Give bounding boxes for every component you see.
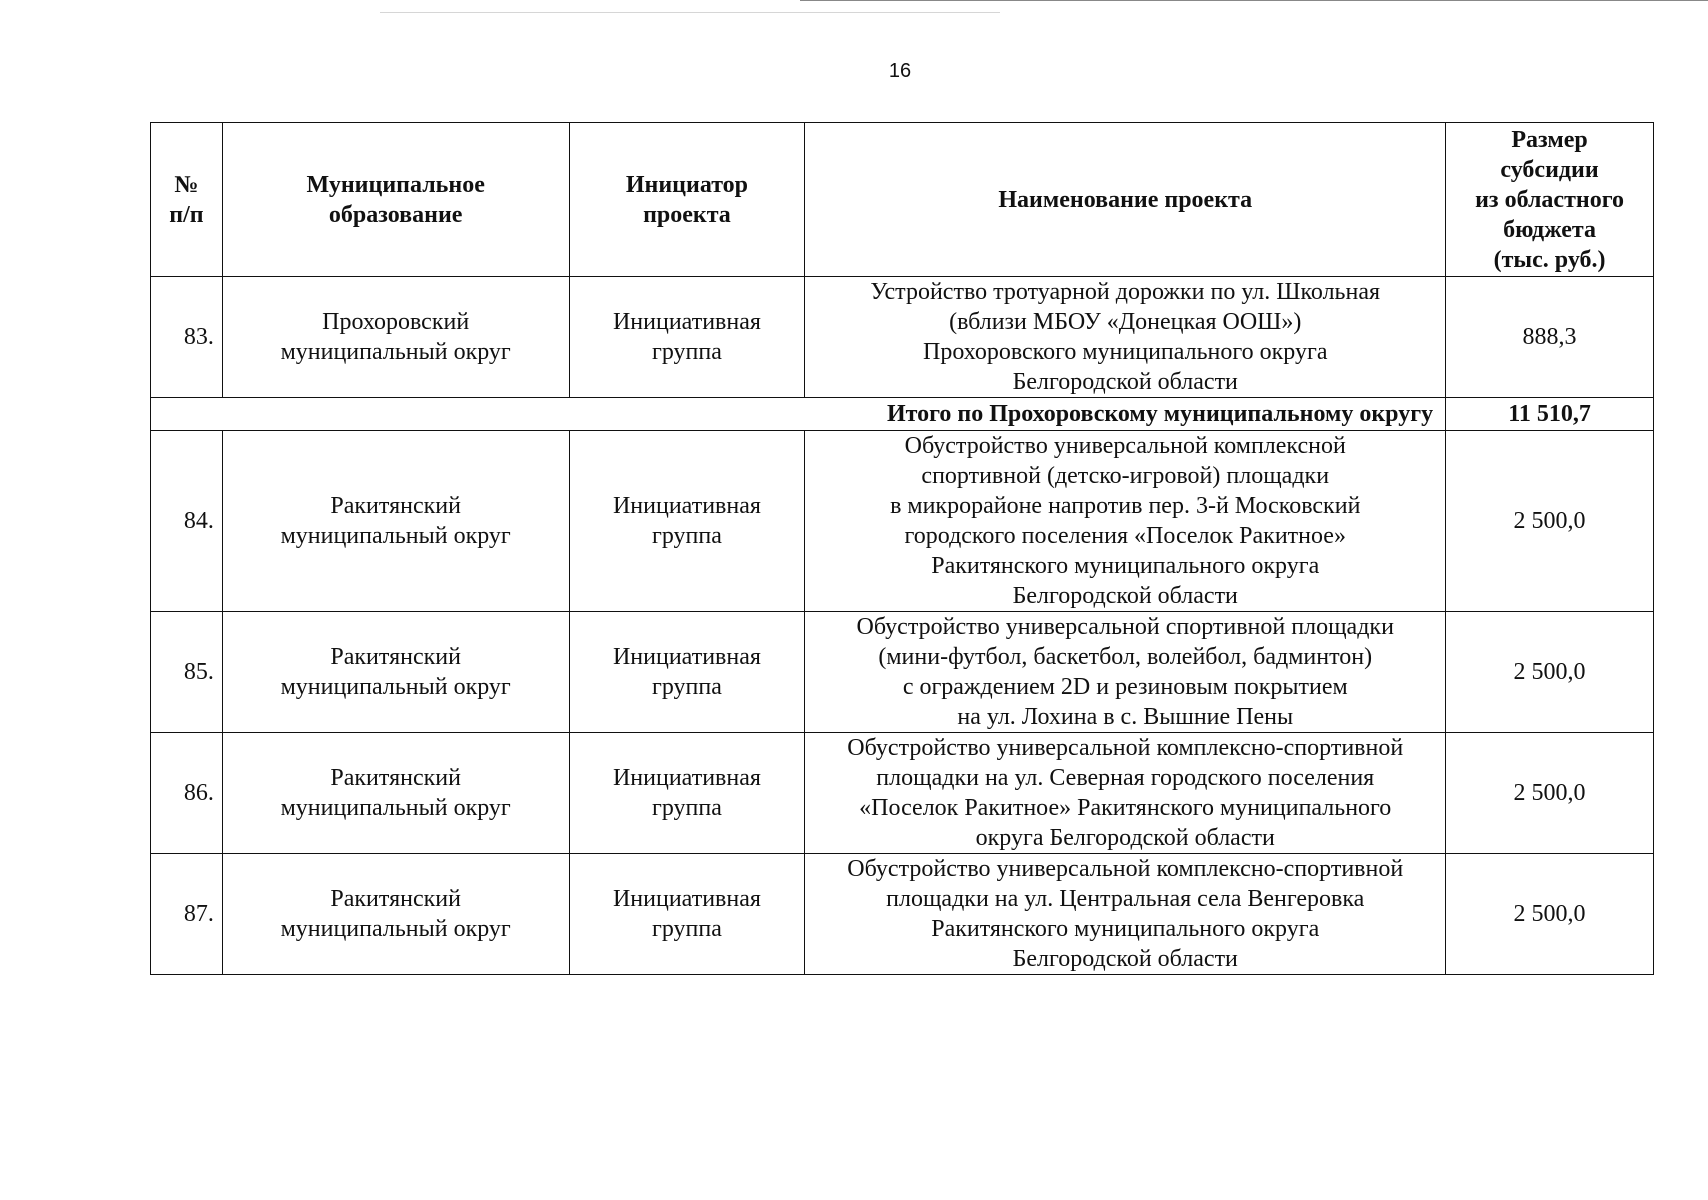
cell-line: Ракитянского муниципального округа	[931, 916, 1320, 942]
row-municipality	[222, 854, 569, 975]
scan-edge-line	[800, 0, 1708, 1]
cell-line: (вблизи МБОУ «Донецкая ООШ»)	[949, 309, 1302, 335]
row-project	[805, 733, 1446, 854]
row-municipality	[222, 277, 569, 398]
header-subsidy	[1446, 123, 1654, 277]
cell-line: Белгородской области	[1012, 946, 1238, 972]
cell-line: округа Белгородской области	[975, 825, 1275, 851]
header-initiator	[569, 123, 805, 277]
cell-line: Инициативная	[612, 644, 761, 670]
cell-line: муниципальный округ	[280, 795, 511, 821]
cell-line: Белгородской области	[1012, 583, 1238, 609]
header-text-line: №	[174, 171, 199, 198]
cell-line: Инициативная	[612, 886, 761, 912]
row-number: 85.	[151, 612, 223, 733]
cell-line: группа	[652, 795, 722, 821]
table-row	[151, 431, 1654, 612]
table-row	[151, 733, 1654, 854]
cell-line: Обустройство универсальной спортивной площадки	[856, 614, 1394, 640]
cell-line: Белгородской области	[1012, 369, 1238, 395]
table-header-row	[151, 123, 1654, 277]
total-row	[151, 398, 1654, 431]
row-municipality	[222, 612, 569, 733]
cell-line: на ул. Лохина в с. Вышние Пены	[957, 704, 1294, 730]
cell-line: Прохоровского муниципального округа	[923, 339, 1328, 365]
cell-line: муниципальный округ	[280, 674, 511, 700]
row-subsidy: 2 500,0	[1446, 854, 1654, 975]
header-text-line: бюджета	[1503, 216, 1597, 243]
cell-line: Инициативная	[612, 309, 761, 335]
cell-line: (мини-футбол, баскетбол, волейбол, бадминтон)	[878, 644, 1373, 670]
header-text-line: Муниципальное	[306, 171, 485, 198]
cell-line: Устройство тротуарной дорожки по ул. Школьная	[870, 279, 1381, 305]
table-row	[151, 612, 1654, 733]
scan-artifact-line	[380, 12, 1000, 13]
header-text-line: Размер	[1511, 126, 1588, 153]
header-text-line: (тыс. руб.)	[1493, 246, 1606, 273]
header-text-line: из областного	[1475, 186, 1625, 213]
cell-line: в микрорайоне напротив пер. 3-й Московский	[890, 493, 1361, 519]
row-subsidy: 2 500,0	[1446, 733, 1654, 854]
cell-line: Обустройство универсальной комплексно-спортивной	[847, 735, 1404, 761]
header-text-line: проекта	[643, 201, 731, 228]
cell-line: муниципальный округ	[280, 916, 511, 942]
row-number: 84.	[151, 431, 223, 612]
cell-line: спортивной (детско-игровой) площадки	[921, 463, 1330, 489]
cell-line: «Поселок Ракитное» Ракитянского муниципального	[859, 795, 1392, 821]
row-project	[805, 431, 1446, 612]
cell-line: с ограждением 2D и резиновым покрытием	[902, 674, 1348, 700]
cell-line: Ракитянский	[330, 644, 461, 670]
cell-line: группа	[652, 916, 722, 942]
row-number: 83.	[151, 277, 223, 398]
row-initiator	[569, 431, 805, 612]
row-project	[805, 612, 1446, 733]
row-number: 86.	[151, 733, 223, 854]
cell-line: муниципальный округ	[280, 339, 511, 365]
cell-line: группа	[652, 523, 722, 549]
table-row	[151, 277, 1654, 398]
header-text-line: Наименование проекта	[998, 186, 1253, 213]
total-label: Итого по Прохоровскому муниципальному округу	[151, 398, 1446, 431]
cell-line: городского поселения «Поселок Ракитное»	[904, 523, 1346, 549]
header-municipality	[222, 123, 569, 277]
cell-line: Ракитянского муниципального округа	[931, 553, 1320, 579]
cell-line: муниципальный округ	[280, 523, 511, 549]
cell-line: Прохоровский	[322, 309, 470, 335]
header-project	[805, 123, 1446, 277]
total-value: 11 510,7	[1446, 398, 1654, 431]
row-initiator	[569, 854, 805, 975]
header-text-line: Инициатор	[625, 171, 749, 198]
header-text-line: образование	[328, 201, 463, 228]
cell-line: Инициативная	[612, 765, 761, 791]
row-subsidy: 2 500,0	[1446, 431, 1654, 612]
row-subsidy: 888,3	[1446, 277, 1654, 398]
cell-line: группа	[652, 339, 722, 365]
header-num	[151, 123, 223, 277]
subsidy-table	[150, 122, 1654, 975]
row-initiator	[569, 612, 805, 733]
header-text-line: п/п	[169, 201, 204, 228]
page-number: 16	[888, 60, 912, 82]
cell-line: группа	[652, 674, 722, 700]
cell-line: площадки на ул. Центральная села Венгеровка	[886, 886, 1365, 912]
row-number: 87.	[151, 854, 223, 975]
row-initiator	[569, 277, 805, 398]
cell-line: Инициативная	[612, 493, 761, 519]
row-subsidy: 2 500,0	[1446, 612, 1654, 733]
cell-line: площадки на ул. Северная городского поселения	[876, 765, 1375, 791]
cell-line: Обустройство универсальной комплексно-спортивной	[847, 856, 1404, 882]
row-project	[805, 277, 1446, 398]
cell-line: Ракитянский	[330, 765, 461, 791]
header-text-line: субсидии	[1500, 156, 1599, 183]
row-initiator	[569, 733, 805, 854]
cell-line: Ракитянский	[330, 886, 461, 912]
row-municipality	[222, 431, 569, 612]
row-municipality	[222, 733, 569, 854]
cell-line: Ракитянский	[330, 493, 461, 519]
cell-line: Обустройство универсальной комплексной	[904, 433, 1346, 459]
row-project	[805, 854, 1446, 975]
table-row	[151, 854, 1654, 975]
